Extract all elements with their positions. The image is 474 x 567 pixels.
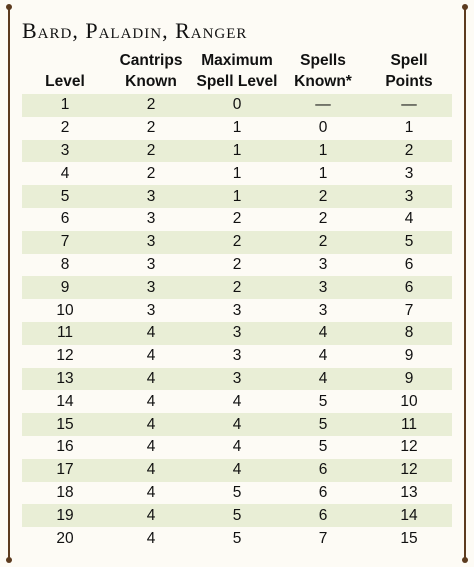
cell-spell-points: 9 xyxy=(366,345,452,368)
cell-spells-known: 5 xyxy=(280,390,366,413)
frame-border-left xyxy=(8,8,10,559)
cell-cantrips-known: 2 xyxy=(108,140,194,163)
corner-ornament xyxy=(6,557,12,563)
cell-maximum-spell-level: 4 xyxy=(194,390,280,413)
cell-level: 2 xyxy=(22,117,108,140)
cell-level: 18 xyxy=(22,482,108,505)
cell-maximum-spell-level: 1 xyxy=(194,140,280,163)
cell-spells-known: 3 xyxy=(280,276,366,299)
cell-spells-known: 5 xyxy=(280,413,366,436)
cell-cantrips-known: 3 xyxy=(108,208,194,231)
cell-spells-known: 7 xyxy=(280,527,366,550)
cell-maximum-spell-level: 1 xyxy=(194,162,280,185)
table-row xyxy=(22,254,452,277)
table-row xyxy=(22,459,452,482)
cell-spell-points: 6 xyxy=(366,254,452,277)
cell-maximum-spell-level: 3 xyxy=(194,368,280,391)
cell-spells-known: 0 xyxy=(280,117,366,140)
cell-cantrips-known: 4 xyxy=(108,322,194,345)
column-header-line: Known xyxy=(125,73,177,90)
cell-level: 20 xyxy=(22,527,108,550)
cell-cantrips-known: 4 xyxy=(108,527,194,550)
table-title: Bard, Paladin, Ranger xyxy=(22,18,248,43)
cell-cantrips-known: 4 xyxy=(108,482,194,505)
cell-level: 7 xyxy=(22,231,108,254)
cell-spells-known: 1 xyxy=(280,162,366,185)
cell-spell-points: 9 xyxy=(366,368,452,391)
cell-maximum-spell-level: 1 xyxy=(194,185,280,208)
cell-spell-points: 3 xyxy=(366,162,452,185)
cell-spells-known: 4 xyxy=(280,345,366,368)
corner-ornament xyxy=(462,4,468,10)
table-row xyxy=(22,322,452,345)
cell-maximum-spell-level: 2 xyxy=(194,231,280,254)
cell-cantrips-known: 4 xyxy=(108,413,194,436)
cell-level: 12 xyxy=(22,345,108,368)
cell-cantrips-known: 3 xyxy=(108,254,194,277)
column-header-maximum-spell-level xyxy=(194,48,280,94)
cell-spells-known: 4 xyxy=(280,368,366,391)
cell-maximum-spell-level: 5 xyxy=(194,482,280,505)
column-header-line: Cantrips xyxy=(119,52,183,69)
cell-maximum-spell-level: 1 xyxy=(194,117,280,140)
table-row xyxy=(22,299,452,322)
table-row xyxy=(22,276,452,299)
cell-spell-points: 14 xyxy=(366,504,452,527)
cell-spell-points: 3 xyxy=(366,185,452,208)
cell-spell-points: 5 xyxy=(366,231,452,254)
cell-spell-points: 11 xyxy=(366,413,452,436)
cell-level: 17 xyxy=(22,459,108,482)
cell-level: 10 xyxy=(22,299,108,322)
cell-cantrips-known: 4 xyxy=(108,390,194,413)
cell-maximum-spell-level: 3 xyxy=(194,345,280,368)
cell-spells-known: 5 xyxy=(280,436,366,459)
cell-level: 14 xyxy=(22,390,108,413)
frame-border-right xyxy=(464,8,466,559)
cell-level: 5 xyxy=(22,185,108,208)
table-row xyxy=(22,527,452,550)
cell-maximum-spell-level: 4 xyxy=(194,459,280,482)
table-row xyxy=(22,368,452,391)
cell-spell-points: 4 xyxy=(366,208,452,231)
cell-spells-known: 1 xyxy=(280,140,366,163)
cell-spell-points: 8 xyxy=(366,322,452,345)
cell-spell-points: 2 xyxy=(366,140,452,163)
corner-ornament xyxy=(462,557,468,563)
cell-spell-points: 12 xyxy=(366,436,452,459)
cell-level: 4 xyxy=(22,162,108,185)
cell-spells-known: 6 xyxy=(280,459,366,482)
column-header-line: Known* xyxy=(294,73,352,90)
table-row xyxy=(22,436,452,459)
cell-spells-known: 3 xyxy=(280,254,366,277)
cell-spell-points: 13 xyxy=(366,482,452,505)
table-row xyxy=(22,345,452,368)
table-row xyxy=(22,94,452,117)
cell-spell-points: 6 xyxy=(366,276,452,299)
cell-level: 8 xyxy=(22,254,108,277)
cell-spells-known: — xyxy=(280,94,366,117)
cell-spell-points: — xyxy=(366,94,452,117)
cell-maximum-spell-level: 2 xyxy=(194,208,280,231)
cell-spell-points: 1 xyxy=(366,117,452,140)
cell-cantrips-known: 3 xyxy=(108,231,194,254)
cell-cantrips-known: 2 xyxy=(108,162,194,185)
cell-spells-known: 2 xyxy=(280,208,366,231)
table-row xyxy=(22,413,452,436)
cell-cantrips-known: 3 xyxy=(108,299,194,322)
cell-spell-points: 15 xyxy=(366,527,452,550)
column-header-level xyxy=(22,48,108,94)
column-header-line: Spell Level xyxy=(196,73,278,90)
cell-spells-known: 3 xyxy=(280,299,366,322)
column-header-line: Points xyxy=(385,73,433,90)
table-row xyxy=(22,117,452,140)
cell-cantrips-known: 2 xyxy=(108,94,194,117)
table-row xyxy=(22,231,452,254)
cell-spells-known: 6 xyxy=(280,504,366,527)
cell-level: 11 xyxy=(22,322,108,345)
table-row xyxy=(22,162,452,185)
cell-cantrips-known: 4 xyxy=(108,504,194,527)
cell-level: 9 xyxy=(22,276,108,299)
column-header-line: Level xyxy=(45,73,85,90)
cell-spells-known: 6 xyxy=(280,482,366,505)
cell-level: 15 xyxy=(22,413,108,436)
column-header-cantrips-known xyxy=(108,48,194,94)
table-row xyxy=(22,504,452,527)
cell-maximum-spell-level: 0 xyxy=(194,94,280,117)
spell-points-table xyxy=(22,48,452,550)
cell-spell-points: 10 xyxy=(366,390,452,413)
table-header xyxy=(22,48,452,94)
cell-maximum-spell-level: 3 xyxy=(194,322,280,345)
column-header-line: Spells xyxy=(300,52,346,69)
cell-maximum-spell-level: 3 xyxy=(194,299,280,322)
column-header-spell-points xyxy=(366,48,452,94)
cell-cantrips-known: 4 xyxy=(108,436,194,459)
cell-maximum-spell-level: 5 xyxy=(194,504,280,527)
cell-cantrips-known: 4 xyxy=(108,368,194,391)
cell-cantrips-known: 4 xyxy=(108,345,194,368)
cell-spells-known: 4 xyxy=(280,322,366,345)
cell-level: 1 xyxy=(22,94,108,117)
cell-spells-known: 2 xyxy=(280,231,366,254)
cell-maximum-spell-level: 4 xyxy=(194,413,280,436)
cell-maximum-spell-level: 2 xyxy=(194,254,280,277)
table-row xyxy=(22,140,452,163)
cell-maximum-spell-level: 4 xyxy=(194,436,280,459)
column-header-line: Spell xyxy=(390,52,428,69)
cell-level: 3 xyxy=(22,140,108,163)
column-header-spells-known xyxy=(280,48,366,94)
cell-cantrips-known: 2 xyxy=(108,117,194,140)
cell-level: 19 xyxy=(22,504,108,527)
column-header-line: Maximum xyxy=(201,52,273,69)
cell-level: 16 xyxy=(22,436,108,459)
cell-maximum-spell-level: 5 xyxy=(194,527,280,550)
table-row xyxy=(22,482,452,505)
cell-spell-points: 7 xyxy=(366,299,452,322)
corner-ornament xyxy=(6,4,12,10)
table-row xyxy=(22,185,452,208)
cell-cantrips-known: 4 xyxy=(108,459,194,482)
cell-level: 13 xyxy=(22,368,108,391)
table-body xyxy=(22,94,452,550)
cell-level: 6 xyxy=(22,208,108,231)
table-row xyxy=(22,390,452,413)
cell-cantrips-known: 3 xyxy=(108,185,194,208)
table-row xyxy=(22,208,452,231)
cell-maximum-spell-level: 2 xyxy=(194,276,280,299)
cell-spells-known: 2 xyxy=(280,185,366,208)
cell-spell-points: 12 xyxy=(366,459,452,482)
cell-cantrips-known: 3 xyxy=(108,276,194,299)
